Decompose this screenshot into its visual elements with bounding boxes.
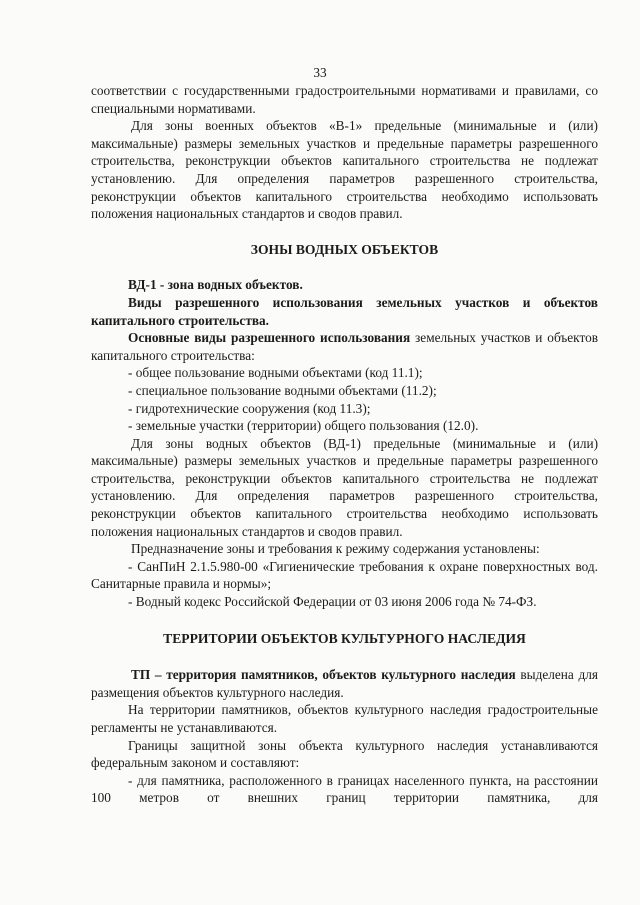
list-item: - земельные участки (территории) общего пользования (12.0). (128, 418, 479, 434)
list-item: - общее пользование водными объектами (код 11.1); (128, 365, 423, 381)
paragraph-military-zone: Для зоны военных объектов «В-1» предельные (минимальные и (или) максимальные) размеры земельных участков и предельные параметры разрешенного строительства, реконструкции объектов капитального строительства не подлежат установлению. Для определения параметров разрешенного строительства, реконструкции объектов капитального строительства необходимо использовать положения национальных стандартов и сводов правил. (91, 118, 598, 222)
page-body (91, 82, 598, 807)
list-item: - гидротехнические сооружения (код 11.3); (128, 400, 371, 416)
vd1-main-uses: Основные виды разрешенного использования земельных участков и объектов капитального строительства: (91, 330, 599, 363)
list-item: - СанПиН 2.1.5.980-00 «Гигиенические требования к охране поверхностных вод. Санитарные правила и нормы»; (91, 558, 598, 592)
paragraph-purpose: Предназначение зоны и требования к режиму содержания установлены: (131, 541, 540, 557)
list-item: - специальное пользование водными объектами (11.2); (128, 382, 437, 398)
heading-heritage: ТЕРРИТОРИИ ОБЪЕКТОВ КУЛЬТУРНОГО НАСЛЕДИЯ (163, 630, 526, 646)
paragraph-military-continued: соответствии с государственными градостроительными нормативами и правилами, со специальными нормативами. (91, 83, 598, 116)
vd1-title: ВД-1 - зона водных объектов. (128, 277, 303, 293)
page-number: 33 (313, 65, 327, 80)
list-item: - Водный кодекс Российской Федерации от 03 июня 2006 года № 74-ФЗ. (128, 594, 537, 610)
vd1-uses-title: Виды разрешенного использования земельных участков и объектов капитального строительства. (91, 294, 598, 328)
paragraph-tp-regulations: На территории памятников, объектов культурного наследия градостроительные регламенты не устанавливаются. (91, 702, 598, 735)
paragraph-tp-distance: - для памятника, расположенного в границах населенного пункта, на расстоянии 100 метров от внешних границ территории памятника, для (91, 772, 598, 806)
heading-water-zones: ЗОНЫ ВОДНЫХ ОБЪЕКТОВ (250, 241, 439, 257)
paragraph-tp-boundaries: Границы защитной зоны объекта культурного наследия устанавливаются федеральным законом и составляют: (91, 737, 598, 771)
paragraph-vd1-parameters: Для зоны водных объектов (ВД-1) предельные (минимальные и (или) максимальные) размеры земельных участков и предельные параметры разрешенного строительства, реконструкции объектов капитального строительства не подлежат установлению. Для определения параметров разрешенного строительства, реконструкции объектов капитального строительства необходимо использовать положения национальных стандартов и сводов правил. (91, 435, 598, 539)
tp-definition: ТП – территория памятников, объектов культурного наследия выделена для размещения объектов культурного наследия. (91, 667, 598, 700)
